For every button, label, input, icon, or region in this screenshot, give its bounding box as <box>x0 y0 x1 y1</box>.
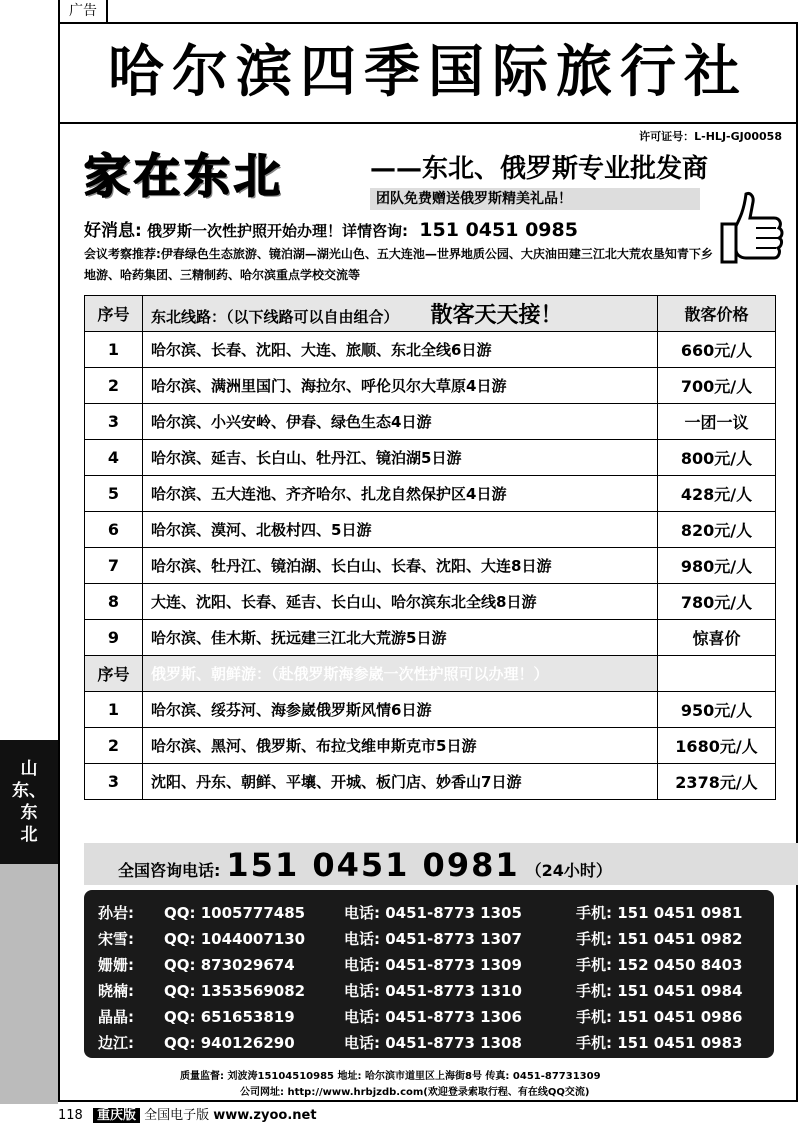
consult-label: 全国咨询电话: <box>118 861 221 880</box>
agency-title: 哈尔滨四季国际旅行社 <box>108 40 748 105</box>
contact-name: 边江: <box>98 1034 134 1052</box>
route-no: 3 <box>85 404 143 440</box>
header-daily: 散客天天接！ <box>430 303 563 328</box>
contact-tel: 电话: 0451-8773 1309 <box>344 956 522 974</box>
side-char: 北 <box>20 825 38 845</box>
route-price: 780元/人 <box>658 584 776 620</box>
contact-qq: QQ: 940126290 <box>164 1034 295 1052</box>
route-price: 800元/人 <box>658 440 776 476</box>
route-name: 哈尔滨、长春、沈阳、大连、旅顺、东北全线6日游 <box>143 332 658 368</box>
brand-logo-text: 家在东北 <box>84 149 284 203</box>
consult-hours: （24小时） <box>525 861 612 880</box>
route-name: 哈尔滨、五大连池、齐齐哈尔、扎龙自然保护区4日游 <box>143 476 658 512</box>
ad-label: 广告 <box>58 0 108 24</box>
table-header-row <box>85 296 776 332</box>
route-price: 1680元/人 <box>658 728 776 764</box>
table-row <box>85 584 776 620</box>
contact-tel: 电话: 0451-8773 1306 <box>344 1008 522 1026</box>
table-row <box>85 764 776 800</box>
side-char: 东 <box>20 803 38 823</box>
gift-banner: 团队免费赠送俄罗斯精美礼品！ <box>370 188 700 210</box>
route-price: 2378元/人 <box>658 764 776 800</box>
divider <box>60 122 796 124</box>
footer-supervision: 质量监督: 刘波涛15104510985 地址: 哈尔滨市道里区上海街8号 传真: 0451-87731309 <box>180 1071 601 1082</box>
thumbs-up-icon <box>716 188 786 274</box>
page-number: 118 <box>58 1108 83 1123</box>
table-row <box>85 368 776 404</box>
good-news-text: 俄罗斯一次性护照开始办理！详情咨询: <box>147 222 409 240</box>
route-price: 惊喜价 <box>658 620 776 656</box>
contact-row <box>98 978 768 1004</box>
side-char: 东、 <box>12 781 46 801</box>
meeting-text: 伊春绿色生态旅游、镜泊湖—湖光山色、五大连池—世界地质公园、大庆油田建三江北大荒农垦知青下乡地游、哈药集团、三精制药、哈尔滨重点学校交流等 <box>84 247 713 282</box>
table-row <box>85 332 776 368</box>
contact-name: 晶晶: <box>98 1008 134 1026</box>
route-no: 9 <box>85 620 143 656</box>
route-no: 8 <box>85 584 143 620</box>
contact-row <box>98 1030 768 1056</box>
page-footer <box>58 1106 317 1126</box>
header-price: 散客价格 <box>658 296 776 332</box>
route-price: 700元/人 <box>658 368 776 404</box>
table-row <box>85 440 776 476</box>
route-no: 1 <box>85 692 143 728</box>
contact-mobile: 手机: 151 0451 0982 <box>576 930 743 948</box>
contact-tel: 电话: 0451-8773 1305 <box>344 904 522 922</box>
route-price: 820元/人 <box>658 512 776 548</box>
table-row <box>85 728 776 764</box>
license-number: 许可证号：L-HLJ-GJ00058 <box>639 130 782 143</box>
contact-qq: QQ: 873029674 <box>164 956 295 974</box>
contact-mobile: 手机: 151 0451 0986 <box>576 1008 743 1026</box>
contact-row <box>98 926 768 952</box>
route-no: 6 <box>85 512 143 548</box>
good-news <box>84 216 578 241</box>
route-name: 哈尔滨、延吉、长白山、牡丹江、镜泊湖5日游 <box>143 440 658 476</box>
table-row <box>85 620 776 656</box>
contact-name: 宋雪: <box>98 930 134 948</box>
consult-number: 151 0451 0981 <box>226 846 520 884</box>
russia-header-route: 俄罗斯、朝鲜游：（赴俄罗斯海参崴一次性护照可以办理！） <box>143 656 658 692</box>
region-side-tab <box>0 740 58 864</box>
contact-qq: QQ: 651653819 <box>164 1008 295 1026</box>
header-no: 序号 <box>85 296 143 332</box>
header-route-label: 东北线路：（以下线路可以自由组合） <box>151 308 399 326</box>
contact-name: 姗姗: <box>98 956 134 974</box>
contact-row <box>98 1004 768 1030</box>
contact-qq: QQ: 1005777485 <box>164 904 306 922</box>
russia-header-row <box>85 656 776 692</box>
table-row <box>85 512 776 548</box>
table-row <box>85 692 776 728</box>
slogan: ——东北、俄罗斯专业批发商 <box>370 154 709 184</box>
contact-qq: QQ: 1044007130 <box>164 930 306 948</box>
side-strip <box>0 864 58 1104</box>
route-name: 沈阳、丹东、朝鲜、平壤、开城、板门店、妙香山7日游 <box>143 764 658 800</box>
good-news-label: 好消息: <box>84 221 142 241</box>
route-price: 660元/人 <box>658 332 776 368</box>
contact-tel: 电话: 0451-8773 1310 <box>344 982 522 1000</box>
route-no: 3 <box>85 764 143 800</box>
header-route <box>143 296 658 332</box>
good-news-phone: 151 0451 0985 <box>419 219 578 241</box>
route-no: 7 <box>85 548 143 584</box>
route-name: 哈尔滨、小兴安岭、伊春、绿色生态4日游 <box>143 404 658 440</box>
table-row <box>85 476 776 512</box>
consult-hotline <box>118 845 612 891</box>
contact-panel <box>84 890 774 1058</box>
table-row <box>85 404 776 440</box>
route-price: 980元/人 <box>658 548 776 584</box>
meeting-label: 会议考察推荐: <box>84 247 161 261</box>
russia-header-no: 序号 <box>85 656 143 692</box>
route-no: 2 <box>85 728 143 764</box>
route-price: 950元/人 <box>658 692 776 728</box>
route-name: 大连、沈阳、长春、延吉、长白山、哈尔滨东北全线8日游 <box>143 584 658 620</box>
route-name: 哈尔滨、漠河、北极村四、5日游 <box>143 512 658 548</box>
contact-tel: 电话: 0451-8773 1308 <box>344 1034 522 1052</box>
contact-row <box>98 952 768 978</box>
contact-mobile: 手机: 151 0451 0981 <box>576 904 743 922</box>
route-name: 哈尔滨、牡丹江、镜泊湖、长白山、长春、沈阳、大连8日游 <box>143 548 658 584</box>
route-name: 哈尔滨、绥芬河、海参崴俄罗斯风情6日游 <box>143 692 658 728</box>
contact-name: 孙岩: <box>98 904 134 922</box>
contact-name: 晓楠: <box>98 982 134 1000</box>
route-no: 1 <box>85 332 143 368</box>
route-name: 哈尔滨、黑河、俄罗斯、布拉戈维申斯克市5日游 <box>143 728 658 764</box>
meeting-recommend <box>84 244 724 286</box>
contact-tel: 电话: 0451-8773 1307 <box>344 930 522 948</box>
edition-badge: 重庆版 <box>93 1108 140 1123</box>
route-name: 哈尔滨、满洲里国门、海拉尔、呼伦贝尔大草原4日游 <box>143 368 658 404</box>
footer-website: 公司网址: http://www.hrbjzdb.com(欢迎登录索取行程、有在线QQ交流) <box>240 1087 590 1098</box>
contact-mobile: 手机: 152 0450 8403 <box>576 956 743 974</box>
contact-row <box>98 900 768 926</box>
contact-mobile: 手机: 151 0451 0984 <box>576 982 743 1000</box>
contact-qq: QQ: 1353569082 <box>164 982 306 1000</box>
route-table <box>84 295 776 800</box>
route-price: 一团一议 <box>658 404 776 440</box>
route-no: 2 <box>85 368 143 404</box>
side-char: 山 <box>20 759 38 779</box>
route-no: 4 <box>85 440 143 476</box>
site-label: 全国电子版 <box>144 1108 210 1123</box>
route-name: 哈尔滨、佳木斯、抚远建三江北大荒游5日游 <box>143 620 658 656</box>
table-row <box>85 548 776 584</box>
route-no: 5 <box>85 476 143 512</box>
site-link[interactable]: www.zyoo.net <box>213 1108 317 1123</box>
contact-mobile: 手机: 151 0451 0983 <box>576 1034 743 1052</box>
russia-header-blank <box>658 656 776 692</box>
route-price: 428元/人 <box>658 476 776 512</box>
